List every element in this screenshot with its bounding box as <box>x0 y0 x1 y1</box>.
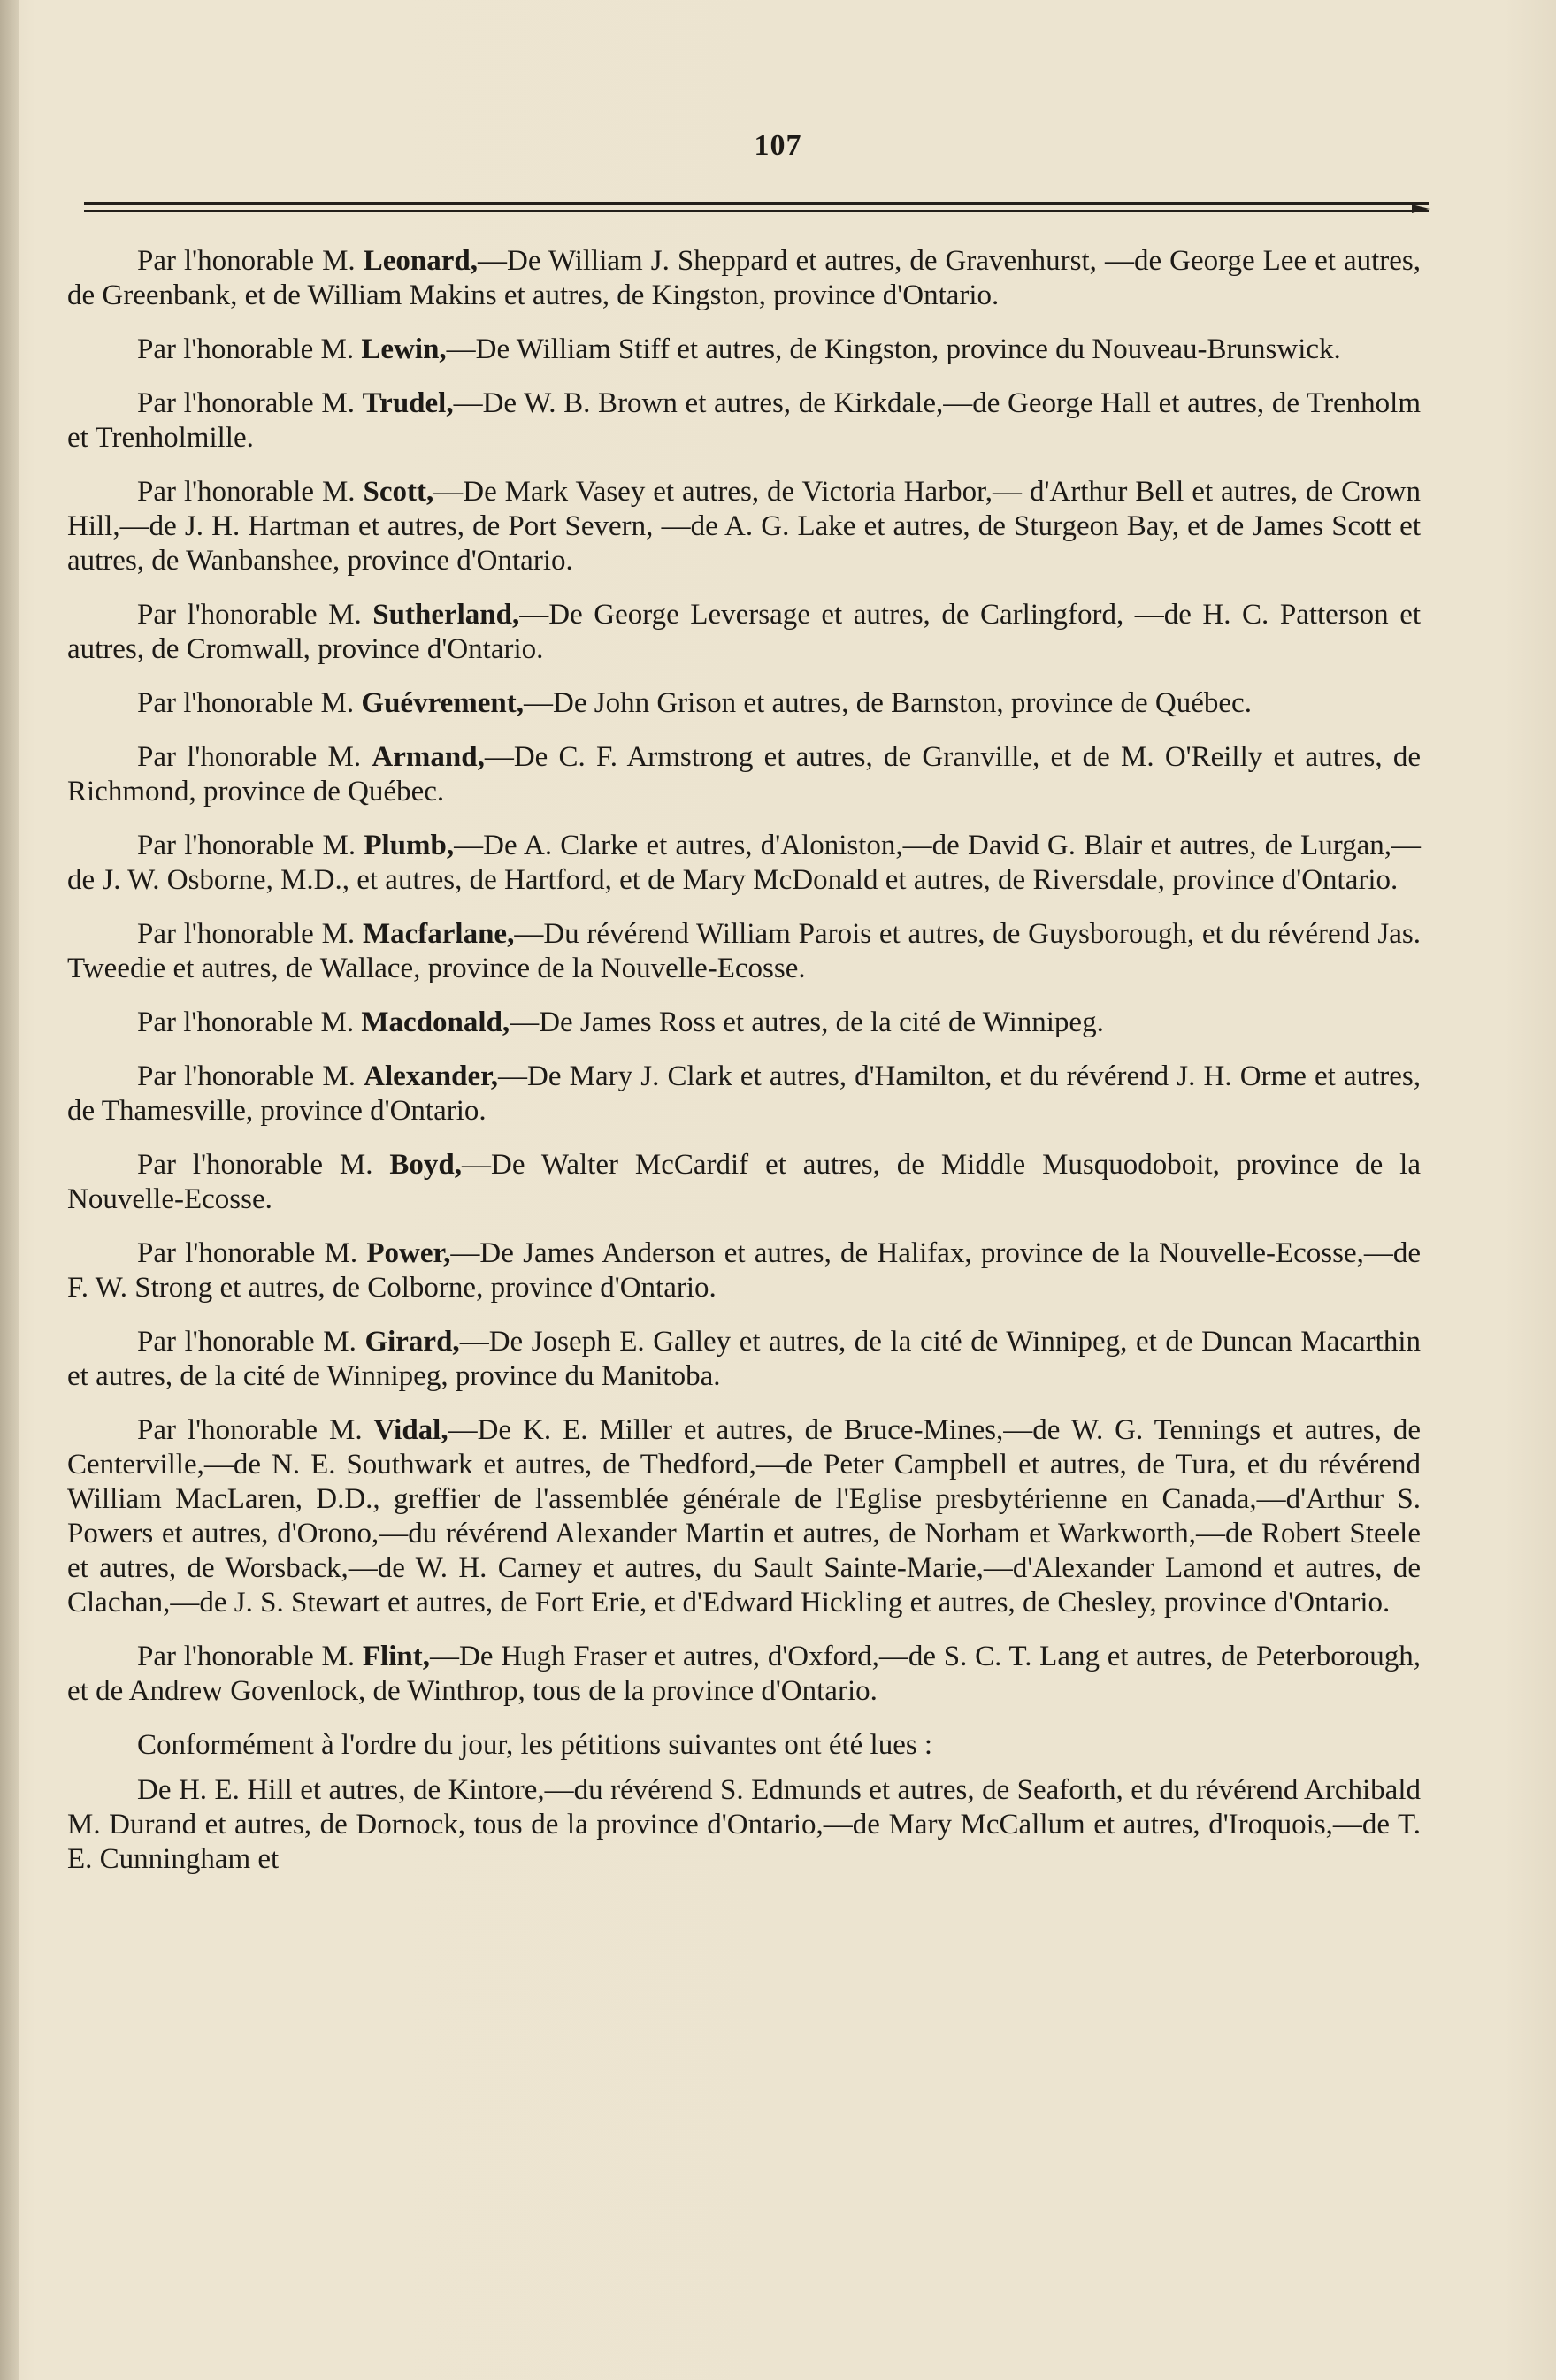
petitions-text <box>67 244 1421 1896</box>
petition-paragraph-vidal <box>67 1413 1421 1620</box>
senator-name: Macfarlane, <box>362 918 515 950</box>
book-spine-shadow <box>0 0 19 2380</box>
header-rule-thin <box>84 210 1429 212</box>
petition-paragraph-macdonald <box>67 1006 1421 1040</box>
para-prefix: Par l'honorable M. <box>137 1006 355 1038</box>
para-prefix: Par l'honorable M. <box>137 1326 356 1358</box>
senator-name: Girard, <box>364 1326 460 1358</box>
petition-paragraph-alexander <box>67 1060 1421 1129</box>
para-text: —De James Anderson et autres, de Halifax, province de la Nouvelle-Ecosse,—de F. W. Strong et autres, de Colborne, province d'Ontario. <box>67 1237 1421 1304</box>
senator-name: Guévrement, <box>361 687 525 719</box>
page-number: 107 <box>754 129 802 162</box>
senator-name: Flint, <box>362 1641 430 1672</box>
header-rule-thick <box>84 202 1429 205</box>
petitions-read-intro: Conformément à l'ordre du jour, les pétitions suivantes ont été lues : <box>137 1729 933 1761</box>
senator-name: Trudel, <box>362 387 454 419</box>
para-text: —De W. B. Brown et autres, de Kirkdale,—de George Hall et autres, de Trenholm et Trenholmille. <box>67 387 1421 454</box>
para-text: —De Hugh Fraser et autres, d'Oxford,—de S. C. T. Lang et autres, de Peterborough, et de Andrew Govenlock, de Winthrop, tous de la province d'Ontario. <box>67 1641 1422 1707</box>
senator-name: Alexander, <box>364 1060 498 1092</box>
para-text: —De Mark Vasey et autres, de Victoria Harbor,— d'Arthur Bell et autres, de Crown Hill,—de J. H. Hartman et autres, de Port Severn, —de A. G. Lake et autres, de Sturgeon Bay, et de James Scott et autres, de Wanbanshee, province d'Ontario. <box>67 476 1421 577</box>
petition-paragraph-sutherland <box>67 598 1421 667</box>
petition-paragraph-flint <box>67 1640 1421 1709</box>
para-prefix: Par l'honorable M. <box>137 830 356 861</box>
petition-paragraph-boyd <box>67 1148 1421 1217</box>
petition-paragraph-macfarlane <box>67 917 1421 986</box>
para-text: —De James Ross et autres, de la cité de Winnipeg. <box>510 1006 1104 1038</box>
para-prefix: Par l'honorable M. <box>137 387 355 419</box>
senator-name: Leonard, <box>363 245 478 277</box>
para-text: —De George Leversage et autres, de Carlingford, —de H. C. Patterson et autres, de Cromwall, province d'Ontario. <box>67 599 1422 665</box>
petition-paragraph-scott <box>67 475 1421 578</box>
senator-name: Boyd, <box>389 1149 463 1181</box>
para-prefix: Par l'honorable M. <box>137 687 355 719</box>
senator-name: Macdonald, <box>361 1006 510 1038</box>
para-prefix: Par l'honorable M. <box>137 599 362 631</box>
para-prefix: Par l'honorable M. <box>137 918 356 950</box>
para-prefix: Par l'honorable M. <box>137 1060 356 1092</box>
petition-paragraph-guevrement <box>67 686 1421 721</box>
para-prefix: Par l'honorable M. <box>137 333 355 365</box>
senator-name: Vidal, <box>373 1414 448 1446</box>
senator-name: Plumb, <box>364 830 455 861</box>
para-text: —De A. Clarke et autres, d'Aloniston,—de David G. Blair et autres, de Lurgan,—de J. W. Osborne, M.D., et autres, de Hartford, et de Mary McDonald et autres, de Riversdale, province d'Ontario. <box>67 830 1422 896</box>
petition-paragraph-girard <box>67 1325 1421 1394</box>
senator-name: Armand, <box>372 741 485 773</box>
senator-name: Scott, <box>363 476 434 508</box>
petition-paragraph-plumb <box>67 829 1421 898</box>
petitions-read-list: De H. E. Hill et autres, de Kintore,—du révérend S. Edmunds et autres, de Seaforth, et du révérend Archibald M. Durand et autres, de Dornock, tous de la province d'Ontario,—de Mary McCallum et autres, d'Iroquois,—de T. E. Cunningham et <box>67 1774 1421 1875</box>
senator-name: Power, <box>366 1237 451 1269</box>
para-text: —De Joseph E. Galley et autres, de la cité de Winnipeg, et de Duncan Macarthin et autres, de la cité de Winnipeg, province du Manitoba. <box>67 1326 1421 1392</box>
para-text: —De Mary J. Clark et autres, d'Hamilton, et du révérend J. H. Orme et autres, de Thamesville, province d'Ontario. <box>67 1060 1422 1127</box>
para-text: —De K. E. Miller et autres, de Bruce-Mines,—de W. G. Tennings et autres, de Centerville,—de N. E. Southwark et autres, de Thedford,—de Peter Campbell et autres, de Tura, et du révérend William MacLaren, D.D., greffier de l'assemblée générale de l'Eglise presbytérienne en Canada,—d'Arthur S. Powers et autres, d'Orono,—du révérend Alexander Martin et autres, de Norham et Warkworth,—de Robert Steele et autres, de Worsback,—de W. H. Carney et autres, du Sault Sainte-Marie,—d'Alexander Lamond et autres, de Clachan,—de J. S. Stewart et autres, de Fort Erie, et d'Edward Hickling et autres, de Chesley, province d'Ontario. <box>67 1414 1421 1619</box>
header-rule-tip <box>1412 204 1430 213</box>
para-prefix: Par l'honorable M. <box>137 1641 356 1672</box>
para-prefix: Par l'honorable M. <box>137 1237 358 1269</box>
para-prefix: Par l'honorable M. <box>137 1414 363 1446</box>
para-text: —De William Stiff et autres, de Kingston, province du Nouveau-Brunswick. <box>446 333 1341 365</box>
petition-paragraph-armand <box>67 740 1421 809</box>
para-text: —De John Grison et autres, de Barnston, province de Québec. <box>524 687 1252 719</box>
petition-paragraph-trudel <box>67 386 1421 455</box>
para-text: —De William J. Sheppard et autres, de Gravenhurst, —de George Lee et autres, de Greenbank, et de William Makins et autres, de Kingston, province d'Ontario. <box>67 245 1421 311</box>
senator-name: Lewin, <box>361 333 447 365</box>
para-prefix: Par l'honorable M. <box>137 1149 373 1181</box>
para-text: —De Walter McCardif et autres, de Middle Musquodoboit, province de la Nouvelle-Ecosse. <box>67 1149 1421 1215</box>
para-prefix: Par l'honorable M. <box>137 741 362 773</box>
para-text: —De C. F. Armstrong et autres, de Granville, et de M. O'Reilly et autres, de Richmond, province de Québec. <box>67 741 1421 807</box>
senator-name: Sutherland, <box>372 599 520 631</box>
para-prefix: Par l'honorable M. <box>137 245 356 277</box>
petition-paragraph-leonard <box>67 244 1421 313</box>
para-text: —Du révérend William Parois et autres, de Guysborough, et du révérend Jas. Tweedie et autres, de Wallace, province de la Nouvelle-Ecosse. <box>67 918 1421 984</box>
petition-paragraph-power <box>67 1236 1421 1305</box>
petition-paragraph-lewin <box>67 333 1421 367</box>
para-prefix: Par l'honorable M. <box>137 476 356 508</box>
